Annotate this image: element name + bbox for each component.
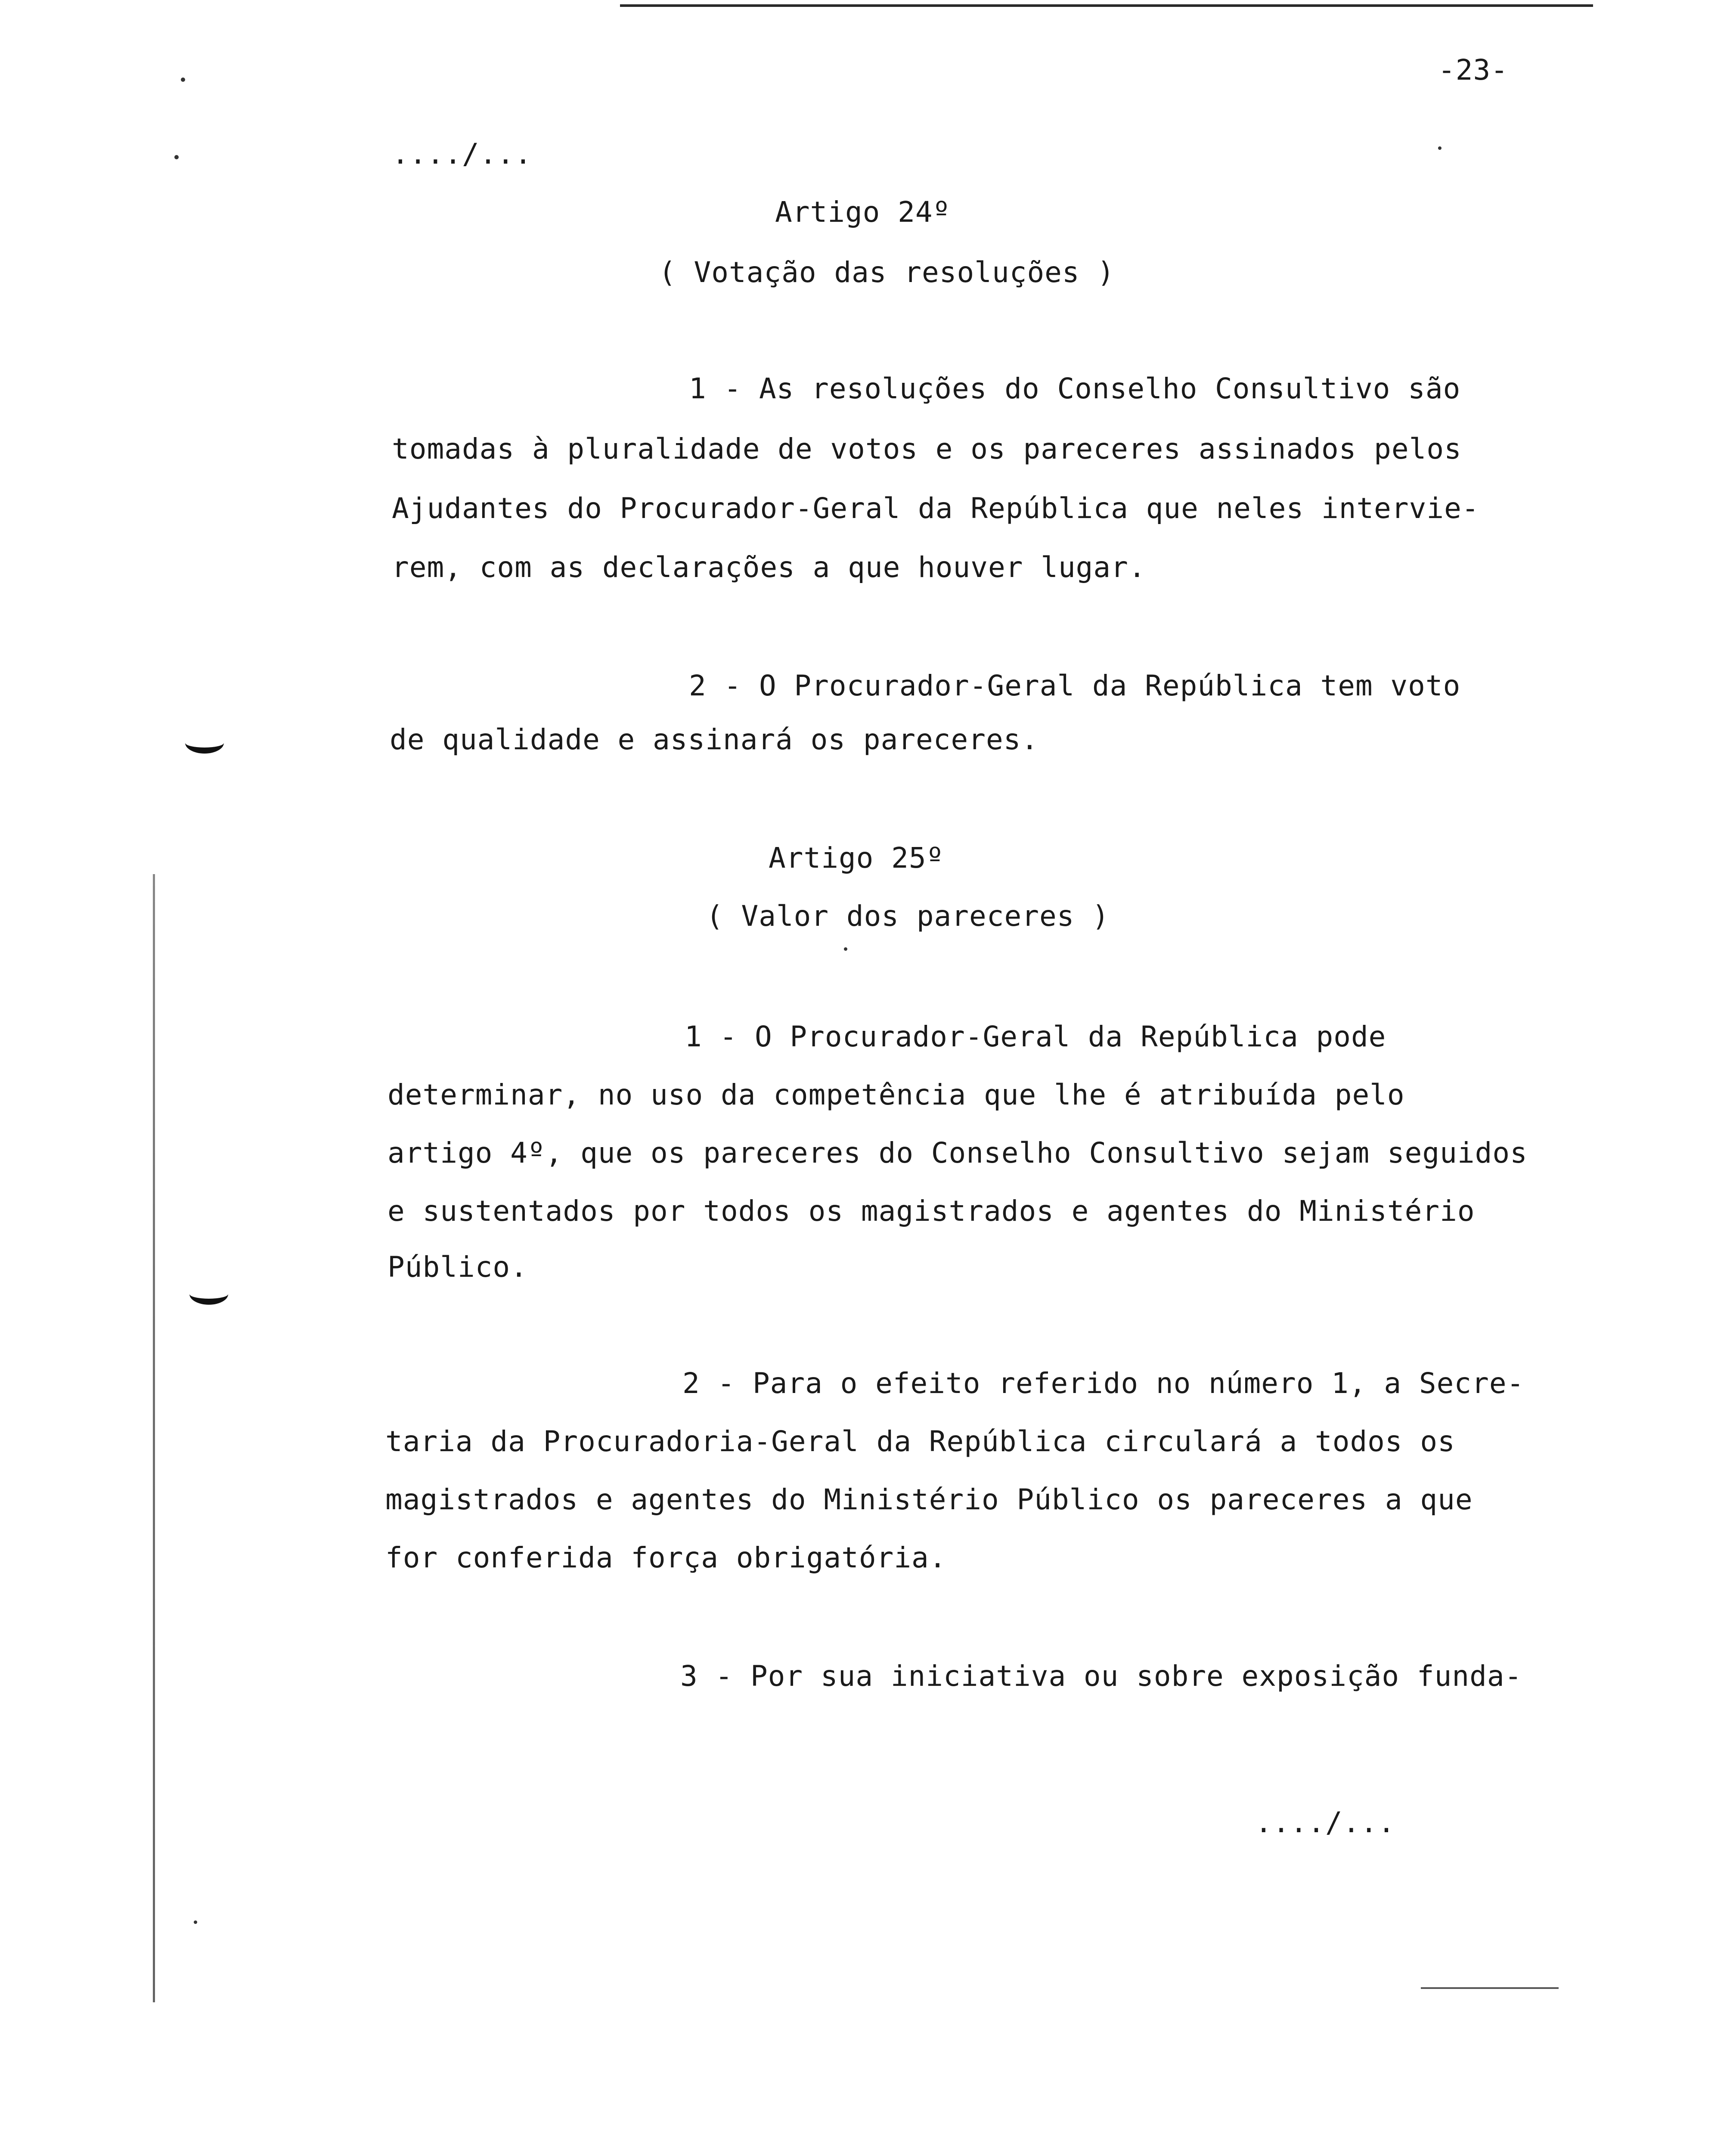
paragraph-line: rem, com as declarações a que houver lugar.	[392, 551, 1146, 584]
scan-speck	[181, 78, 185, 82]
paragraph-line: de qualidade e assinará os pareceres.	[390, 723, 1039, 756]
paragraph-line: 1 - As resoluções do Conselho Consultivo são	[689, 372, 1461, 405]
article-subtitle: ( Valor dos pareceres )	[706, 900, 1110, 933]
paragraph-line: determinar, no uso da competência que lhe é atribuída pelo	[388, 1078, 1405, 1111]
scan-speck	[1438, 146, 1442, 150]
binder-mark	[185, 732, 224, 754]
paragraph-line: Público.	[388, 1250, 528, 1284]
scan-speck	[174, 155, 179, 159]
scan-bottom-rule	[1421, 1987, 1559, 1989]
paragraph-line: 2 - O Procurador-Geral da República tem voto	[689, 669, 1461, 702]
article-title: Artigo 24º	[775, 195, 951, 229]
paragraph-line: artigo 4º, que os pareceres do Conselho Consultivo sejam seguidos	[388, 1136, 1528, 1170]
paragraph-line: tomadas à pluralidade de votos e os pareceres assinados pelos	[392, 432, 1462, 465]
scan-speck	[194, 1920, 197, 1924]
scan-top-rule	[620, 4, 1593, 7]
paragraph-line: 2 - Para o efeito referido no número 1, a Secre-	[682, 1367, 1525, 1400]
paragraph-line: magistrados e agentes do Ministério Público os pareceres a que	[385, 1483, 1473, 1516]
paragraph-line: 1 - O Procurador-Geral da República pode	[685, 1020, 1386, 1053]
page-number: -23-	[1438, 53, 1508, 87]
scan-speck	[844, 947, 847, 951]
paragraph-line: Ajudantes do Procurador-Geral da República que neles intervie-	[392, 492, 1479, 525]
continuation-marker-top: ..../...	[392, 137, 532, 171]
article-title: Artigo 25º	[769, 841, 944, 875]
paragraph-line: taria da Procuradoria-Geral da República circulará a todos os	[385, 1425, 1455, 1458]
continuation-marker-bottom: ..../...	[1255, 1806, 1395, 1839]
paragraph-line: for conferida força obrigatória.	[385, 1541, 947, 1574]
binder-mark	[189, 1283, 228, 1305]
paragraph-line: e sustentados por todos os magistrados e agentes do Ministério	[388, 1194, 1475, 1228]
scan-left-edge	[153, 874, 155, 2002]
paragraph-line: 3 - Por sua iniciativa ou sobre exposição funda-	[680, 1660, 1522, 1693]
article-subtitle: ( Votação das resoluções )	[659, 256, 1115, 289]
